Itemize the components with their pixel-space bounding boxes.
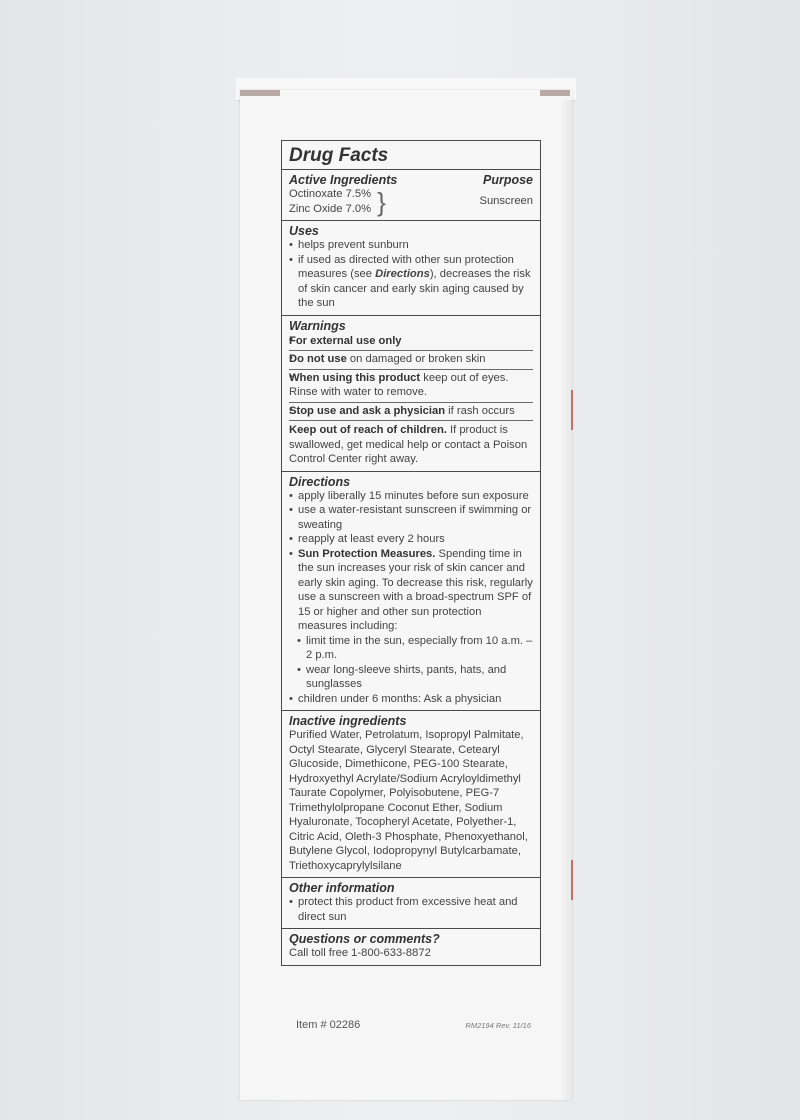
uses-section [282, 221, 540, 316]
direction-item: • use a water-resistant sunscreen if swimming or sweating [289, 503, 533, 532]
drug-facts-box [281, 140, 541, 966]
warning-external: • For external use only [289, 333, 533, 352]
warning-keep-out: Keep out of reach of children. If product is swallowed, get medical help or contact a Poison Control Center right away. [289, 424, 528, 465]
questions-section [282, 929, 540, 965]
direction-item: • children under 6 months: Ask a physician [289, 692, 533, 707]
other-information-heading: Other information [289, 881, 395, 895]
direction-subitem: • limit time in the sun, especially from 10 a.m. – 2 p.m. [289, 634, 533, 663]
questions-phone: Call toll free 1-800-633-8872 [289, 947, 431, 959]
direction-item: • apply liberally 15 minutes before sun exposure [289, 489, 533, 504]
box-edge-accent [571, 860, 573, 900]
item-number: Item # 02286 [296, 1019, 361, 1031]
direction-subitem: • wear long-sleeve shirts, pants, hats, and sunglasses [289, 663, 533, 692]
purpose-heading: Purpose [482, 173, 533, 187]
purpose-value: Sunscreen [479, 195, 533, 208]
ingredient-zinc-oxide: Zinc Oxide 7.0% [289, 202, 372, 215]
directions-heading: Directions [289, 474, 351, 489]
other-information-item: • protect this product from excessive heat and direct sun [289, 895, 533, 924]
direction-item: • reapply at least every 2 hours [289, 532, 533, 547]
inactive-ingredients-text: Purified Water, Petrolatum, Isopropyl Palmitate, Octyl Stearate, Glyceryl Stearate, Cetearyl Glucoside, Dimethicone, PEG-100 Stearate, Hydroxyethyl Acrylate/Sodium Acryloyldimethyl Taurate Copolymer, Polyisobutene, PEG-7 Trimethylolpropane Coconut Ether, Sodium Hyaluronate, Tocopheryl Acetate, Polyether-1, Citric Acid, Oleth-3 Phosphate, Phenoxyethanol, Butylene Glycol, Iodopropynyl Butylcarbamate, Triethoxycaprylylsilane [289, 729, 528, 872]
questions-heading: Questions or comments? [289, 932, 440, 946]
warning-do-not-use: • Do not use on damaged or broken skin [289, 351, 533, 370]
flap-mark-left [240, 90, 280, 96]
uses-item: • helps prevent sunburn [289, 238, 533, 253]
active-ingredients-section [282, 170, 540, 221]
revision-code: RM2194 Rev. 11/16 [465, 1021, 531, 1030]
brace-symbol: } [377, 186, 386, 217]
other-information-section [282, 878, 540, 929]
box-edge-shadow [560, 100, 572, 1100]
uses-item: • if used as directed with other sun protection measures (see Directions), decreases the risk of skin cancer and early skin aging caused by the sun [289, 253, 533, 311]
drug-facts-panel [281, 140, 543, 1010]
uses-heading: Uses [289, 224, 319, 238]
warning-stop-use: • Stop use and ask a physician if rash occurs [289, 403, 533, 422]
inactive-ingredients-heading: Inactive ingredients [289, 714, 407, 728]
box-edge-accent [571, 390, 573, 430]
warnings-section [282, 316, 540, 472]
direction-item: • Sun Protection Measures. Spending time in the sun increases your risk of skin cancer and early skin aging. To decrease this risk, regularly use a sunscreen with a broad-spectrum SPF of 15 or higher and other sun protection measures including: [289, 547, 533, 634]
label-footer [296, 1019, 531, 1031]
drug-facts-title: Drug Facts [282, 141, 540, 170]
flap-mark-right [540, 90, 570, 96]
inactive-ingredients-section [282, 711, 540, 878]
warning-when-using: • When using this product keep out of eyes. Rinse with water to remove. [289, 370, 533, 403]
ingredient-octinoxate: Octinoxate 7.5% [289, 188, 372, 200]
directions-section [282, 472, 540, 712]
active-ingredients-heading: Active Ingredients [289, 173, 398, 187]
warnings-heading: Warnings [289, 318, 346, 333]
